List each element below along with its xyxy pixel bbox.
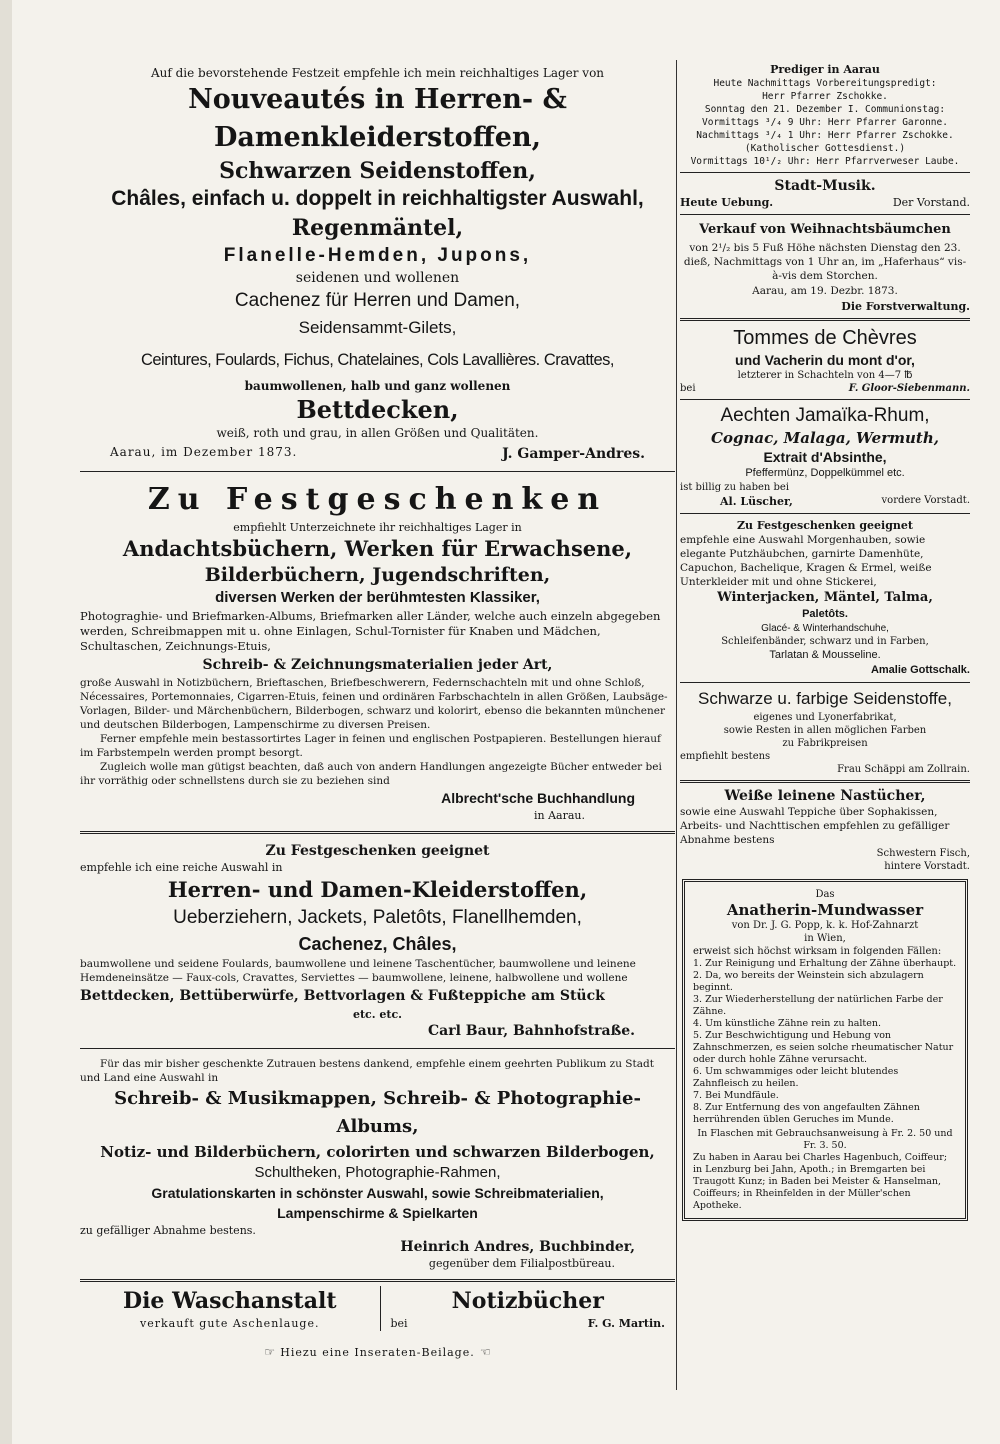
- divider: [680, 399, 970, 400]
- ad4-signature: Heinrich Andres, Buchbinder,: [400, 1239, 635, 1255]
- ad3-line4: baumwollene und seidene Foulards, baumwollene und leinene Taschentücher, baumwollene und leinene Hemdeneinsätze — Faux-cols, Cravattes, Serviettes — baumwollene, leinene, halbwollene und wollene: [80, 958, 636, 984]
- r4-footer: [680, 382, 970, 395]
- divider: [80, 831, 675, 834]
- ad1-place-date: Aarau, im Dezember 1873.: [110, 445, 298, 459]
- ad4-line5: Lampenschirme & Spielkarten: [277, 1205, 478, 1221]
- r1-title: Prediger in Aarau: [770, 63, 880, 76]
- r3-title: Verkauf von Weihnachtsbäumchen: [699, 222, 951, 237]
- bottom-row: [80, 1286, 675, 1331]
- r9-line1: von Dr. J. G. Popp, k. k. Hof-Zahnarzt: [731, 920, 919, 931]
- r1-l6: (Katholischer Gottesdienst.): [744, 143, 906, 154]
- page-footer: [80, 1331, 675, 1360]
- ad5b-bei: bei: [390, 1317, 408, 1330]
- divider: [680, 318, 970, 321]
- divider: [680, 214, 970, 215]
- ad1-signature: J. Gamper-Andres.: [502, 446, 645, 462]
- column-rule: [676, 60, 677, 1390]
- ad-carl-baur: [80, 838, 675, 1044]
- ad1-line7: Cachenez für Herren und Damen,: [234, 290, 521, 311]
- ad-heinrich-andres: [80, 1053, 675, 1275]
- ad1-line3: Châles, einfach u. doppelt in reichhaltigster Auswahl,: [111, 187, 644, 210]
- r1-l3: Sonntag den 21. Dezember I. Communionstag:: [704, 104, 946, 115]
- ad4-line6: zu gefälliger Abnahme bestens.: [80, 1224, 256, 1237]
- ad1-footer: [80, 441, 675, 463]
- ad2-line8: Zugleich wolle man gütigst beachten, daß auch von andern Handlungen angezeigte Bücher entweder bei ihr vorräthig oder schnellstens durch sie zu beziehen sind: [80, 761, 662, 787]
- r7-signature: Frau Schäppi am Zollrain.: [837, 764, 970, 775]
- ad3-line1: Herren- und Damen-Kleiderstoffen,: [167, 877, 588, 902]
- divider: [680, 682, 970, 683]
- divider: [680, 513, 970, 514]
- pointing-hand-icon: ☞: [264, 1345, 276, 1359]
- r1-l7: Vormittags 10¹/₂ Uhr: Herr Pfarrverweser Laube.: [690, 156, 960, 167]
- ad3-line3: Cachenez, Châles,: [298, 934, 457, 954]
- ad1-line12: weiß, roth und grau, in allen Größen und Qualitäten.: [216, 426, 539, 440]
- r9-item-7: 7. Bei Mundfäule.: [693, 1090, 779, 1101]
- ad2-headline: Zu Festgeschenken: [147, 482, 608, 517]
- r6-title: Zu Festgeschenken geeignet: [737, 519, 913, 532]
- ad1-line8: Seidensammt-Gilets,: [298, 318, 457, 337]
- ad-tommes: [680, 325, 970, 395]
- r9-item-3: 3. Zur Wiederherstellung der natürlichen Farbe der Zähne.: [693, 994, 943, 1017]
- newspaper-page: [80, 60, 970, 1390]
- divider: [80, 1048, 675, 1049]
- right-column: [680, 60, 970, 1227]
- ad1-line6: seidenen und wollenen: [295, 270, 460, 286]
- ad5b-name: F. G. Martin.: [587, 1317, 665, 1330]
- r6-line1: Winterjacken, Mäntel, Talma,: [717, 590, 933, 605]
- page-edge: [0, 0, 12, 1444]
- r9-price: In Flaschen mit Gebrauchsanweisung à Fr. 2. 50 und Fr. 3. 50.: [697, 1128, 953, 1151]
- ad-gamper-andres: [80, 60, 675, 467]
- ad-seidenstoffe: [680, 687, 970, 776]
- ad1-line5: Flanelle-Hemden, Jupons,: [223, 245, 532, 266]
- r8-body: sowie eine Auswahl Teppiche über Sophakissen, Arbeits- und Nachttischen empfehlen zu gefälliger Abnahme bestens: [680, 806, 950, 846]
- r9-title: Anatherin-Mundwasser: [726, 901, 924, 919]
- r7-line2: sowie Resten in allen möglichen Farben: [723, 725, 927, 736]
- ad3-signature: Carl Baur, Bahnhofstraße.: [428, 1023, 635, 1039]
- r7-line1: eigenes und Lyonerfabrikat,: [753, 712, 897, 723]
- ad2-intro: empfiehlt Unterzeichnete ihr reichhaltiges Lager in: [233, 521, 522, 534]
- r9-vendors: Zu haben in Aarau bei Charles Hagenbuch, Coiffeur; in Lenzburg bei Jahn, Apoth.; in Bremgarten bei Traugott Kunz; in Baden bei Meister & Hanselman, Coiffeurs; in Rheinfelden in der Müller'schen Apotheke.: [693, 1152, 948, 1211]
- ad2-signature: Albrecht'sche Buchhandlung: [441, 790, 635, 806]
- ad5b-headline: Notizbücher: [451, 1288, 604, 1314]
- r3-body: von 2¹/₂ bis 5 Fuß Höhe nächsten Dienstag den 23. dieß, Nachmittags von 1 Uhr an, im „Haferhaus“ vis-à-vis dem Storchen.: [683, 242, 967, 282]
- ad3-line2: Ueberziehern, Jackets, Paletôts, Flanellhemden,: [173, 907, 582, 928]
- r6-line2: Paletôts.: [802, 608, 848, 620]
- r9-item-5: 5. Zur Beschwichtigung und Hebung von Zahnschmerzen, es seien solche rheumatischer Natur oder durch hohle Zähne verursacht.: [693, 1030, 954, 1065]
- r6-line4: Schleifenbänder, schwarz und in Farben,: [721, 636, 929, 647]
- r1-l5: Nachmittags ³/₄ 1 Uhr: Herr Pfarrer Zschokke.: [696, 130, 954, 141]
- r9-line2: in Wien,: [804, 933, 846, 944]
- ad1-line9: Ceintures, Foulards, Fichus, Chatelaines, Cols Lavallières. Cravattes,: [140, 351, 615, 369]
- left-column: [80, 60, 675, 1360]
- r1-l4: Vormittags ³/₄ 9 Uhr: Herr Pfarrer Garonne.: [702, 117, 948, 128]
- ad-albrecht-buchhandlung: [80, 476, 675, 827]
- r5-footer: [680, 494, 970, 509]
- r9-item-1: 1. Zur Reinigung und Erhaltung der Zähne überhaupt.: [693, 958, 957, 969]
- r8-title: Weiße leinene Nastücher,: [724, 788, 926, 804]
- r7-line3: zu Fabrikpreisen: [782, 738, 868, 749]
- ad-anatherin: [682, 879, 968, 1221]
- r6-line3: Glacé- & Winterhandschuhe,: [761, 623, 889, 634]
- ad-notizbuecher: [381, 1286, 676, 1331]
- r9-item-6: 6. Um schwammiges oder leicht blutendes Zahnfleisch zu heilen.: [693, 1066, 899, 1089]
- r5-name: Al. Lüscher,: [720, 495, 793, 508]
- r5-line3: Pfeffermünz, Doppelkümmel etc.: [745, 467, 905, 479]
- ad4-place: gegenüber dem Filialpostbüreau.: [428, 1257, 615, 1270]
- ad3-line5: Bettdecken, Bettüberwürfe, Bettvorlagen & Fußteppiche am Stück: [80, 988, 605, 1004]
- ad1-line4: Regenmäntel,: [291, 215, 464, 241]
- ad3-intro: empfehle ich eine reiche Auswahl in: [80, 861, 283, 874]
- pointing-hand-icon: ☜: [479, 1345, 491, 1359]
- r7-title: Schwarze u. farbige Seidenstoffe,: [698, 689, 952, 708]
- ad4-line3: Schultheken, Photographie-Rahmen,: [254, 1164, 501, 1181]
- r3-signature: Die Forstverwaltung.: [841, 300, 970, 313]
- r3-date: Aarau, am 19. Dezbr. 1873.: [752, 285, 898, 297]
- r5-line2: Extrait d'Absinthe,: [763, 449, 887, 465]
- ad4-intro: Für das mir bisher geschenkte Zutrauen bestens dankend, empfehle einem geehrten Publikum zu Stadt und Land eine Auswahl in: [80, 1058, 654, 1084]
- ad4-line2: Notiz- und Bilderbüchern, colorirten und schwarzen Bilderbogen,: [100, 1143, 655, 1161]
- ad5b-footer: [381, 1316, 676, 1331]
- ad-amalie-gottschalk: [680, 518, 970, 678]
- r2-footer: [680, 195, 970, 210]
- r5-title: Aechten Jamaïka-Rhum,: [720, 405, 930, 426]
- r9-item-4: 4. Um künstliche Zähne rein zu halten.: [693, 1018, 881, 1029]
- ad-stadt-musik: [680, 177, 970, 210]
- ad-waschanstalt: [80, 1286, 381, 1331]
- divider: [680, 780, 970, 783]
- r8-signature: Schwestern Fisch,: [876, 848, 970, 859]
- r2-right: Der Vorstand.: [892, 196, 970, 209]
- r4-title: Tommes de Chèvres: [733, 327, 917, 349]
- ad5a-headline: Die Waschanstalt: [123, 1288, 337, 1314]
- r6-signature: Amalie Gottschalk.: [870, 664, 970, 676]
- r1-l2: Herr Pfarrer Zschokke.: [762, 91, 888, 102]
- r5-line4: ist billig zu haben bei: [680, 482, 790, 493]
- ad2-place: in Aarau.: [534, 809, 585, 822]
- footer-text: Hiezu eine Inseraten-Beilage.: [280, 1346, 475, 1359]
- ad3-line6: etc. etc.: [352, 1008, 403, 1021]
- r2-left: Heute Uebung.: [680, 196, 774, 209]
- r8-place: hintere Vorstadt.: [884, 861, 970, 872]
- ad4-line1: Schreib- & Musikmappen, Schreib- & Photographie-Albums,: [114, 1088, 641, 1137]
- ad2-line6: große Auswahl in Notizbüchern, Brieftaschen, Briefbeschwerern, Federnschachteln mit und ohne Schloß, Nécessaires, Portemonnaies, Cigarren-Etuis, feinen und ordinären Farbschachteln in allen Größen, Laubsäge-Vorlagen, Bilder- und Märchenbüchern, Bilderbogen, schwarz und kolorirt, ebenso die bekannten münchener und deutschen Bilderbogen, Lampenschirme zu diversen Preisen.: [80, 677, 668, 731]
- r4-bei: bei: [680, 383, 696, 394]
- ad-weihnachtsbaeumchen: [680, 219, 970, 314]
- ad2-line2: Bilderbüchern, Jugendschriften,: [204, 564, 551, 586]
- ad4-line4: Gratulationskarten in schönster Auswahl, sowie Schreibmaterialien,: [151, 1185, 604, 1201]
- r4-name: F. Gloor-Siebenmann.: [848, 383, 970, 394]
- r6-body: empfehle eine Auswahl Morgenhauben, sowie elegante Putzhäubchen, garnirte Damenhüte, Capuchon, Bachelique, Kragen & Ermel, weiße Unterkleider mit und ohne Stickerei,: [680, 534, 932, 588]
- ad2-line7: Ferner empfehle mein bestassortirtes Lager in feinen und englischen Postpapieren. Bestellungen hierauf im Farbstempeln werden prompt besorgt.: [80, 733, 661, 759]
- ad-nastuecher: [680, 787, 970, 873]
- ad1-line10: baumwollenen, halb und ganz wollenen: [244, 379, 511, 393]
- r5-place: vordere Vorstadt.: [881, 495, 970, 506]
- ad1-line2: Schwarzen Seidenstoffen,: [219, 158, 536, 184]
- r9-das: Das: [815, 889, 835, 900]
- ad1-intro: Auf die bevorstehende Festzeit empfehle ich mein reichhaltiges Lager von: [150, 66, 605, 80]
- ad-jamaika-rhum: [680, 404, 970, 509]
- r2-title: Stadt-Musik.: [774, 178, 876, 194]
- r4-line1: und Vacherin du mont d'or,: [735, 352, 915, 368]
- r9-item-2: 2. Da, wo bereits der Weinstein sich abzulagern beginnt.: [693, 970, 924, 993]
- r7-line4: empfiehlt bestens: [680, 751, 771, 762]
- ad2-line4: Photograghie- und Briefmarken-Albums, Briefmarken aller Länder, welche auch einzeln abgegeben werden, Schreibmappen mit u. ohne Einlagen, Schul-Tornister für Knaben und Mädchen, Schultaschen, Zeichnungs-Etuis,: [80, 609, 661, 653]
- r6-line5: Tarlatan & Mousseline.: [769, 649, 881, 661]
- ad2-line1: Andachtsbüchern, Werken für Erwachsene,: [122, 536, 633, 561]
- r9-item-8: 8. Zur Entfernung des von angefaulten Zähnen herrührenden üblen Geruches im Munde.: [693, 1102, 920, 1125]
- r5-line1: Cognac, Malaga, Wermuth,: [711, 429, 939, 447]
- ad5a-line1: verkauft gute Aschenlauge.: [140, 1317, 320, 1330]
- divider: [80, 1279, 675, 1282]
- ad1-line11: Bettdecken,: [296, 395, 459, 424]
- ad-prediger: [680, 60, 970, 168]
- ad1-headline: Nouveautés in Herren- & Damenkleiderstoffen,: [188, 84, 567, 153]
- r4-line2: letzterer in Schachteln von 4—7 ℔: [737, 370, 913, 381]
- ad2-line3: diversen Werken der berühmtesten Klassiker,: [215, 589, 540, 606]
- ad3-headline: Zu Festgeschenken geeignet: [265, 843, 490, 859]
- divider: [80, 471, 675, 472]
- divider: [680, 172, 970, 173]
- r9-line3: erweist sich höchst wirksam in folgenden Fällen:: [693, 946, 942, 957]
- r1-l1: Heute Nachmittags Vorbereitungspredigt:: [713, 78, 937, 89]
- ad2-line5: Schreib- & Zeichnungsmaterialien jeder Art,: [202, 657, 553, 673]
